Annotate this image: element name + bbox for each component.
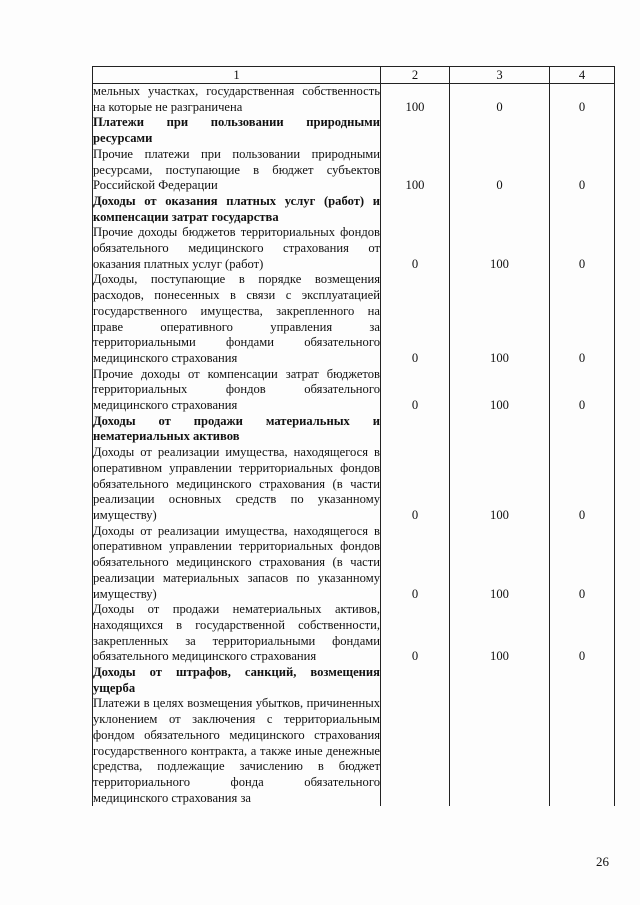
row-value-col3: 100	[450, 367, 550, 414]
row-value-col2: 100	[381, 147, 450, 194]
row-description: Платежи в целях возмещения убытков, причиненных уклонением от заключения с территориальным фондом обязательного медицинского страхования государственного контракта, а также иные денежные средства, подлежащие зачислению в бюджет территориального фонда обязательного медицинского страхования за	[93, 696, 380, 805]
table-row	[93, 225, 615, 272]
row-value-col3: 100	[450, 524, 550, 603]
row-value-col4: 0	[550, 524, 615, 603]
row-value-col2	[381, 696, 450, 806]
table-row	[93, 602, 615, 665]
row-value-col2: 0	[381, 524, 450, 603]
row-value-col2: 0	[381, 225, 450, 272]
row-value-col2: 100	[381, 84, 450, 116]
column-header-3: 3	[450, 67, 550, 84]
table-row	[93, 147, 615, 194]
row-value-col4: 0	[550, 225, 615, 272]
row-description: Прочие доходы от компенсации затрат бюджетов территориальных фондов обязательного медицинского страхования	[93, 366, 380, 413]
table-row	[93, 445, 615, 524]
row-value-col3: 100	[450, 445, 550, 524]
section-heading-row	[93, 194, 615, 225]
page-number: 26	[596, 854, 609, 869]
row-value-col4: 0	[550, 602, 615, 665]
section-heading-row	[93, 115, 615, 146]
table-row	[93, 272, 615, 366]
section-heading: Доходы от штрафов, санкций, возмещения ущерба	[93, 665, 380, 695]
row-value-col2: 0	[381, 367, 450, 414]
column-header-4: 4	[550, 67, 615, 84]
table-row	[93, 524, 615, 603]
section-heading: Доходы от продажи материальных и нематериальных активов	[93, 413, 380, 444]
row-value-col2: 0	[381, 272, 450, 366]
row-value-col3: 0	[450, 147, 550, 194]
row-value-col4: 0	[550, 445, 615, 524]
row-value-col3: 100	[450, 272, 550, 366]
section-heading-row	[93, 665, 615, 696]
row-value-col4: 0	[550, 367, 615, 414]
revenue-allocation-table	[92, 66, 615, 806]
table-row	[93, 696, 615, 806]
row-value-col2: 0	[381, 445, 450, 524]
row-value-col4: 0	[550, 147, 615, 194]
row-description: Прочие платежи при пользовании природными ресурсами, поступающие в бюджет субъектов Российской Федерации	[93, 146, 380, 193]
section-heading: Доходы от оказания платных услуг (работ) и компенсации затрат государства	[93, 193, 380, 224]
row-value-col3: 100	[450, 602, 550, 665]
column-header-2: 2	[381, 67, 450, 84]
section-heading-row	[93, 414, 615, 445]
row-value-col3: 100	[450, 225, 550, 272]
table-row	[93, 367, 615, 414]
row-value-col4	[550, 696, 615, 806]
row-description: Прочие доходы бюджетов территориальных фондов обязательного медицинского страхования от оказания платных услуг (работ)	[93, 225, 380, 271]
row-value-col2: 0	[381, 602, 450, 665]
row-description: мельных участках, государственная собственность на которые не разграничена	[93, 84, 380, 114]
row-description: Доходы, поступающие в порядке возмещения расходов, понесенных в связи с эксплуатацией государственного имущества, закрепленного на праве оперативного управления за территориальными фондами обязательного медицинского страхования	[93, 272, 380, 365]
table-header-row	[93, 67, 615, 84]
column-header-1: 1	[93, 67, 381, 84]
row-description: Доходы от реализации имущества, находящегося в оперативном управлении территориальных фондов обязательного медицинского страхования (в части реализации основных средств по указанному имуществу)	[93, 445, 380, 522]
row-value-col3	[450, 696, 550, 806]
row-description: Доходы от продажи нематериальных активов, находящихся в государственной собственности, закрепленных за территориальными фондами обязательного медицинского страхования	[93, 602, 380, 664]
row-description: Доходы от реализации имущества, находящегося в оперативном управлении территориальных фондов обязательного медицинского страхования (в части реализации материальных запасов по указанному имуществу)	[93, 523, 380, 601]
section-heading: Платежи при пользовании природными ресурсами	[93, 115, 380, 146]
row-value-col3: 0	[450, 84, 550, 116]
table-row	[93, 84, 615, 116]
row-value-col4: 0	[550, 272, 615, 366]
row-value-col4: 0	[550, 84, 615, 116]
